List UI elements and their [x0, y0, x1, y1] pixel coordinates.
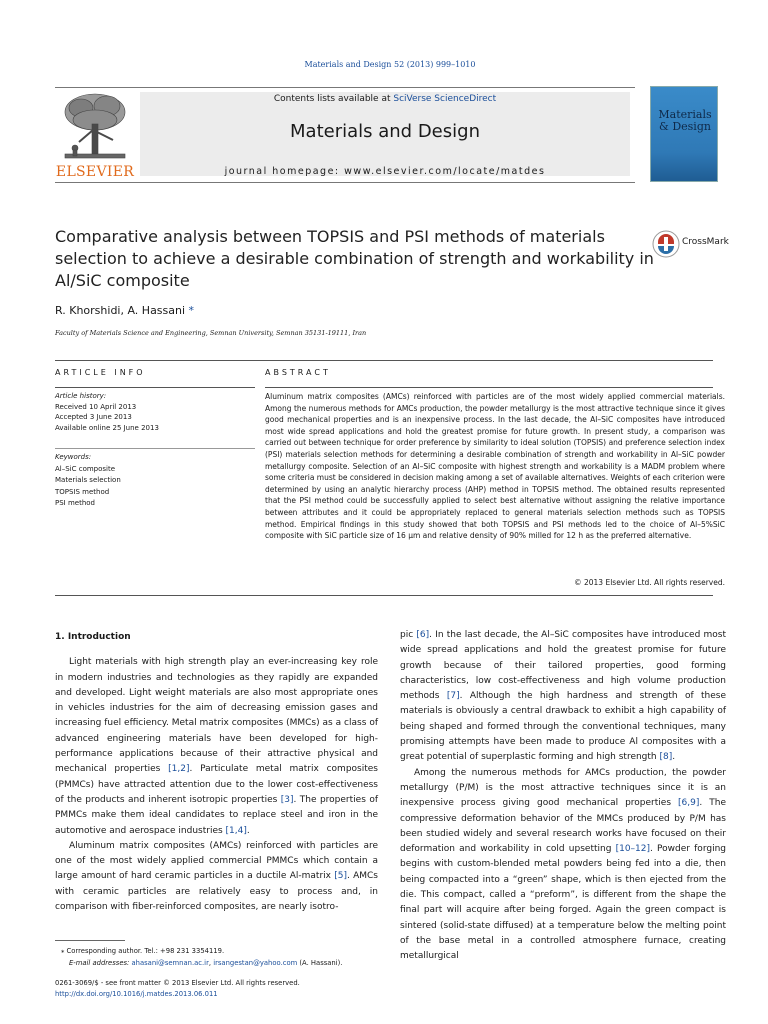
divider — [55, 360, 713, 361]
keyword: Materials selection — [55, 476, 121, 484]
crossmark-label[interactable]: CrossMark — [682, 237, 729, 247]
sciencedirect-link[interactable]: SciVerse ScienceDirect — [393, 94, 497, 104]
abstract-text: Aluminum matrix composites (AMCs) reinforced with particles are of the most widely applied commercial materials. Among the numerous methods for AMCs production, the powder metallurgy is the most attractive technique since it gives good mechanical properties and is an inexpensive process. In the last decade, the Al–SiC composites have introduced most wide spread applications and hold the greatest promise for future growth. In present study, a comparison was carried out between technique for order preference by similarity to ideal solution (TOPSIS) and preference selection index (PSI) materials selection methods for determining a desirable combination of strength and workability in Al–SiC powder metallurgy composite. Selection of an Al–SiC composite with highest strength and workability is a MADM problem where some criteria must be considered in decision making among a set of available alternatives. Weights of each criterion were determined by using an analytic hierarchy process (AHP) method in TOPSIS method. The obtained results represented that the PSI method could be successfully applied to select best alternative without assigning the relative importance between attributes and it could be appropriately replaced to general materials selection methods such as TOPSIS method. Empirical findings in this study showed that both TOPSIS and PSI methods led to the choice of Al–5%SiC composite with SiC particle size of 16 μm and relative density of 90% milled for 12 h as the preferred alternative. — [265, 392, 725, 541]
text-run: . The compressive deformation behavior of the MMCs produced by P/M has been studied widely and several research works have focused on their deformation and workability in cold upsetting — [400, 798, 726, 855]
text-run: . In the last decade, the Al–SiC composites have introduced most wide spread applications and hold the greatest promise for future growth because of their tailored properties, good forming characteristics, low cost-effectiveness and high volume production methods — [400, 630, 726, 702]
abstract-heading: ABSTRACT — [265, 368, 331, 377]
text-run: pic — [400, 630, 417, 640]
citation-link[interactable]: [1,2] — [168, 764, 190, 775]
email-link[interactable]: ahasani@semnan.ac.ir — [131, 958, 209, 967]
doi-link[interactable]: http://dx.doi.org/10.1016/j.matdes.2013.06.011 — [55, 990, 218, 998]
citation-link[interactable]: [1,4] — [225, 825, 247, 836]
crossmark-icon — [652, 229, 680, 259]
author-list — [55, 304, 194, 317]
citation-link[interactable]: [6] — [416, 630, 430, 640]
divider — [265, 387, 713, 388]
divider — [55, 595, 713, 596]
divider — [55, 448, 255, 449]
journal-homepage-link[interactable]: journal homepage: www.elsevier.com/locate/matdes — [224, 166, 546, 177]
text-run: Aluminum matrix composites (AMCs) reinforced with particles are one of the most widely applied commercial PMMCs which contain a large amount of hard ceramic particles in a ductile Al-matrix — [55, 840, 378, 882]
body-paragraph — [400, 766, 726, 965]
text-run: . The properties of PMMCs make them ideal candidates to replace steel and iron in the automotive and aerospace industries — [55, 794, 378, 836]
footnote-divider — [55, 940, 125, 941]
citation-link[interactable]: [6,9] — [678, 798, 700, 809]
contents-line — [140, 94, 630, 104]
received-date: Received 10 April 2013 — [55, 402, 137, 411]
email-suffix: (A. Hassani). — [297, 958, 343, 967]
text-run: Among the numerous methods for AMCs production, the powder metallurgy (P/M) is the most attractive techniques since it is an inexpensive process giving good mechanical properties — [400, 767, 726, 809]
online-date: Available online 25 June 2013 — [55, 423, 159, 432]
keyword: TOPSIS method — [55, 487, 110, 496]
accepted-date: Accepted 3 June 2013 — [55, 413, 132, 421]
keywords-label: Keywords: — [55, 453, 92, 461]
body-column-right — [400, 628, 726, 965]
journal-cover-thumbnail[interactable] — [650, 86, 718, 182]
body-paragraph — [400, 628, 726, 766]
corresponding-author-mark[interactable]: * — [185, 304, 195, 317]
contents-prefix: Contents lists available at — [273, 94, 394, 104]
article-info-heading: ARTICLE INFO — [55, 368, 146, 377]
crossmark-button[interactable] — [652, 229, 680, 263]
abstract-copyright: © 2013 Elsevier Ltd. All rights reserved. — [574, 578, 725, 587]
text-run: . Although the high hardness and strength of these materials is obviously a central drawback to exhibit a high capability of being shaped and formed through the conventional techniques, many promising attempts have been made to produce Al composites with a great potential of superplastic forming and high strength — [400, 691, 726, 763]
text-run: . — [246, 825, 250, 836]
affiliation: Faculty of Materials Science and Engineering, Semnan University, Semnan 35131-19111, Iran — [55, 329, 367, 337]
journal-reference-link[interactable]: Materials and Design 52 (2013) 999–1010 — [304, 60, 476, 69]
text-run: . AMCs with ceramic particles are relatively easy to process and, in comparison with fiber-reinforced composites, are nearly isotro- — [55, 871, 379, 913]
body-column-left — [55, 630, 378, 915]
body-paragraph — [55, 655, 378, 839]
text-run: . — [672, 752, 676, 763]
corresponding-author-note: ⁎ Corresponding author. Tel.: +98 231 3354119. — [61, 947, 225, 955]
keyword: PSI method — [55, 499, 95, 507]
article-history — [55, 391, 255, 433]
journal-title: Materials and Design — [290, 121, 480, 142]
citation-link[interactable]: [3] — [280, 794, 294, 805]
divider — [55, 387, 255, 388]
text-run: . Particulate metal matrix composites (PMMCs) have attracted attention due to the lower cost-effectiveness of the products and inherent isotropic properties — [55, 764, 378, 805]
citation-link[interactable]: [8] — [659, 752, 673, 763]
issn-block — [55, 978, 455, 1000]
email-label: E-mail addresses: — [69, 958, 132, 967]
citation-link[interactable]: [5] — [334, 871, 347, 882]
citation-link[interactable]: [10–12] — [615, 844, 651, 855]
citation-link[interactable]: [7] — [446, 691, 460, 702]
publisher-name: ELSEVIER — [55, 164, 135, 180]
text-run: Light materials with high strength play an ever-increasing key role in modern industries and technologies as they rapidly are expanded and developed. Light weight materials are also most appropriate ones in vehicles industries for the aim of decreasing emission gases and increasing fuel efficiency. Metal matrix composites (MMCs) as a class of advanced engineering materials have been developed for high-performance applications because of their attractive physical and mechanical properties — [55, 657, 378, 775]
history-label: Article history: — [55, 392, 107, 400]
elsevier-tree-icon — [55, 90, 135, 162]
keyword: Al–SiC composite — [55, 464, 116, 473]
keywords — [55, 452, 255, 510]
footnotes — [55, 946, 385, 969]
issn-line: 0261-3069/$ - see front matter © 2013 Elsevier Ltd. All rights reserved. — [55, 979, 300, 987]
email-separator: , — [208, 958, 214, 967]
email-link[interactable]: irsangestan@yahoo.com — [213, 958, 298, 967]
email-note — [55, 958, 385, 970]
cover-title: Materials & Design — [658, 108, 712, 133]
elsevier-logo — [55, 90, 135, 182]
article-title: Comparative analysis between TOPSIS and PSI methods of materials selection to achieve a desirable combination of strength and workability in Al/SiC composite — [55, 227, 654, 290]
author-names: R. Khorshidi, A. Hassani — [55, 304, 186, 317]
text-run: . Powder forging begins with custom-blended metal powders being fed into a die, then being compacted into a “green” shape, which is then ejected from the die. This compact, called a “preform”, is different from the shape the final part will acquire after being forged. Again the green compact is sintered (solid-state diffused) at a temperature below the melting point of the base metal in a controlled atmosphere furnace, creating metallurgical — [400, 844, 726, 962]
body-paragraph — [55, 839, 378, 915]
section-heading: 1. Introduction — [55, 632, 131, 642]
